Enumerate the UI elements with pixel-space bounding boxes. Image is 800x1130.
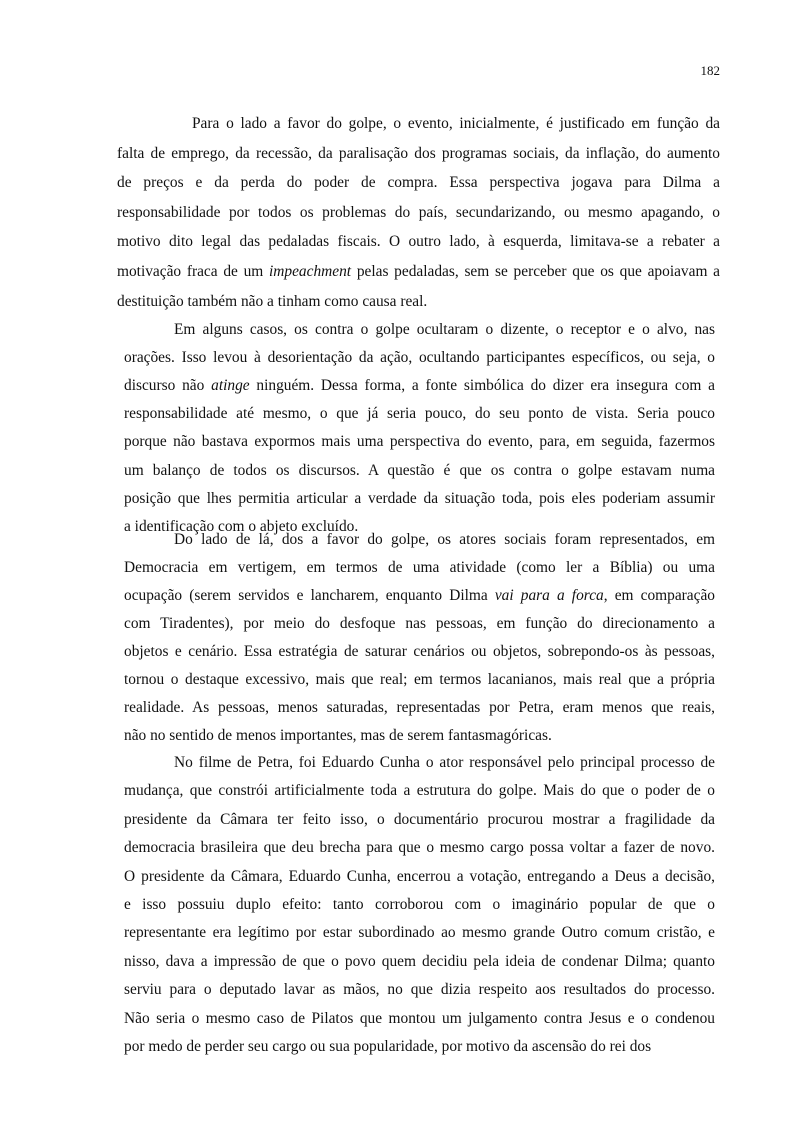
text-segment: não no sentido de menos importantes, mas de serem fantasmagóricas. <box>124 727 552 744</box>
text-segment: falta de emprego, da recessão, da paralisação dos programas sociais, da inflação, do aumento <box>117 144 720 162</box>
text-line <box>117 141 720 167</box>
italic-text: atinge <box>211 377 250 395</box>
text-segment: No filme de Petra, foi Eduardo Cunha o ator responsável pelo principal processo de <box>174 754 715 771</box>
text-line <box>124 458 715 484</box>
text-line <box>124 807 715 833</box>
text-segment: um balanço de todos os discursos. A questão é que os contra o golpe estavam numa <box>124 461 715 479</box>
text-line <box>124 1006 715 1032</box>
text-line <box>124 892 715 918</box>
text-line <box>124 695 715 721</box>
text-line <box>174 750 715 776</box>
text-line <box>124 778 715 804</box>
text-segment: O presidente da Câmara, Eduardo Cunha, encerrou a votação, entregando a Deus a decisão, <box>124 867 715 885</box>
text-line <box>124 667 715 693</box>
text-segment: ninguém. Dessa forma, a fonte simbólica do dizer era insegura com a <box>249 377 715 395</box>
text-line <box>174 317 715 343</box>
text-segment: ocupação (serem servidos e lancharem, enquanto Dilma <box>124 587 495 604</box>
text-line <box>124 639 715 665</box>
text-segment: Do lado de lá, dos a favor do golpe, os atores sociais foram representados, em <box>174 531 715 548</box>
text-segment: Para o lado a favor do golpe, o evento, inicialmente, é justificado em função da <box>192 115 720 132</box>
text-line <box>124 920 715 946</box>
text-segment: motivação fraca de um <box>117 263 270 280</box>
text-segment: por medo de perder seu cargo ou sua popularidade, por motivo da ascensão do rei dos <box>124 1038 652 1055</box>
text-line <box>124 723 715 749</box>
text-segment: pelas pedaladas, sem se perceber que os que apoiavam a <box>351 263 720 280</box>
text-segment: porque não bastava expormos mais uma perspectiva do evento, para, em seguida, fazermos <box>124 433 715 451</box>
italic-text: impeachment <box>269 263 352 280</box>
text-segment: discurso não <box>124 377 212 395</box>
text-segment: Em alguns casos, os contra o golpe ocultaram o dizente, o receptor e o alvo, nas <box>174 321 715 338</box>
text-segment: e isso possuiu duplo efeito: tanto corroborou com o imaginário popular de que o <box>124 896 715 913</box>
text-line <box>117 259 720 285</box>
text-segment: Não seria o mesmo caso de Pilatos que montou um julgamento contra Jesus e o condenou <box>124 1009 715 1027</box>
page-number: 182 <box>700 63 720 78</box>
text-line <box>124 977 715 1003</box>
text-segment: motivo dito legal das pedaladas fiscais. O outro lado, à esquerda, limitava-se a rebater a <box>117 233 720 251</box>
text-segment: responsabilidade por todos os problemas do país, secundarizando, ou mesmo apagando, o <box>117 203 720 221</box>
text-segment: representante era legítimo por estar subordinado ao mesmo grande Outro comum cristão, e <box>124 924 715 942</box>
text-segment: orações. Isso levou à desorientação da ação, ocultando participantes específicos, ou seja, o <box>124 349 715 367</box>
text-line <box>117 289 720 315</box>
text-line <box>124 864 715 890</box>
text-line <box>124 555 715 581</box>
text-segment: presidente da Câmara ter feito isso, o documentário procurou mostrar a fragilidade da <box>124 810 715 828</box>
text-segment: objetos e cenário. Essa estratégia de saturar cenários ou objetos, sobrepondo-os às pessoas, <box>124 643 715 660</box>
text-line <box>124 401 715 427</box>
text-segment: Democracia em vertigem, em termos de uma atividade (como ler a Bíblia) ou uma <box>124 559 715 576</box>
text-line <box>124 1034 715 1060</box>
text-segment: destituição também não a tinham como causa real. <box>117 292 428 310</box>
text-segment: , em comparação <box>603 587 715 604</box>
text-line <box>124 835 715 861</box>
text-segment: posição que lhes permitia articular a verdade da situação toda, pois eles poderiam assumir <box>124 489 715 507</box>
text-segment: a identificação com o abjeto excluído. <box>124 517 359 535</box>
text-segment: com Tiradentes), por meio do desfoque nas pessoas, em função do direcionamento a <box>124 615 715 632</box>
text-line <box>117 229 720 255</box>
text-line <box>117 200 720 226</box>
text-line <box>124 611 715 637</box>
text-line <box>124 949 715 975</box>
text-segment: nisso, dava a impressão de que o povo quem decidiu pela ideia de condenar Dilma; quanto <box>124 952 715 970</box>
text-segment: serviu para o deputado lavar as mãos, no que dizia respeito aos resultados do processo. <box>124 981 715 999</box>
text-segment: democracia brasileira que deu brecha para que o mesmo cargo possa voltar a fazer de novo. <box>124 839 715 857</box>
text-segment: realidade. As pessoas, menos saturadas, representadas por Petra, eram menos que reais, <box>124 699 715 716</box>
text-line <box>124 429 715 455</box>
italic-text: vai para a forca <box>494 587 604 604</box>
text-line <box>124 373 715 399</box>
text-segment: tornou o destaque excessivo, mais que real; em termos lacanianos, mais real que a própria <box>124 671 715 688</box>
text-segment: mudança, que constrói artificialmente toda a estrutura do golpe. Mais do que o poder de o <box>124 782 715 800</box>
text-segment: responsabilidade até mesmo, o que já seria pouco, do seu ponto de vista. Seria pouco <box>124 405 715 423</box>
text-line <box>124 486 715 512</box>
text-line <box>117 170 720 196</box>
text-line <box>174 527 715 553</box>
text-line <box>124 345 715 371</box>
text-segment: de preços e da perda do poder de compra. Essa perspectiva jogava para Dilma a <box>117 174 720 192</box>
text-line <box>124 583 715 609</box>
text-line <box>192 111 720 137</box>
